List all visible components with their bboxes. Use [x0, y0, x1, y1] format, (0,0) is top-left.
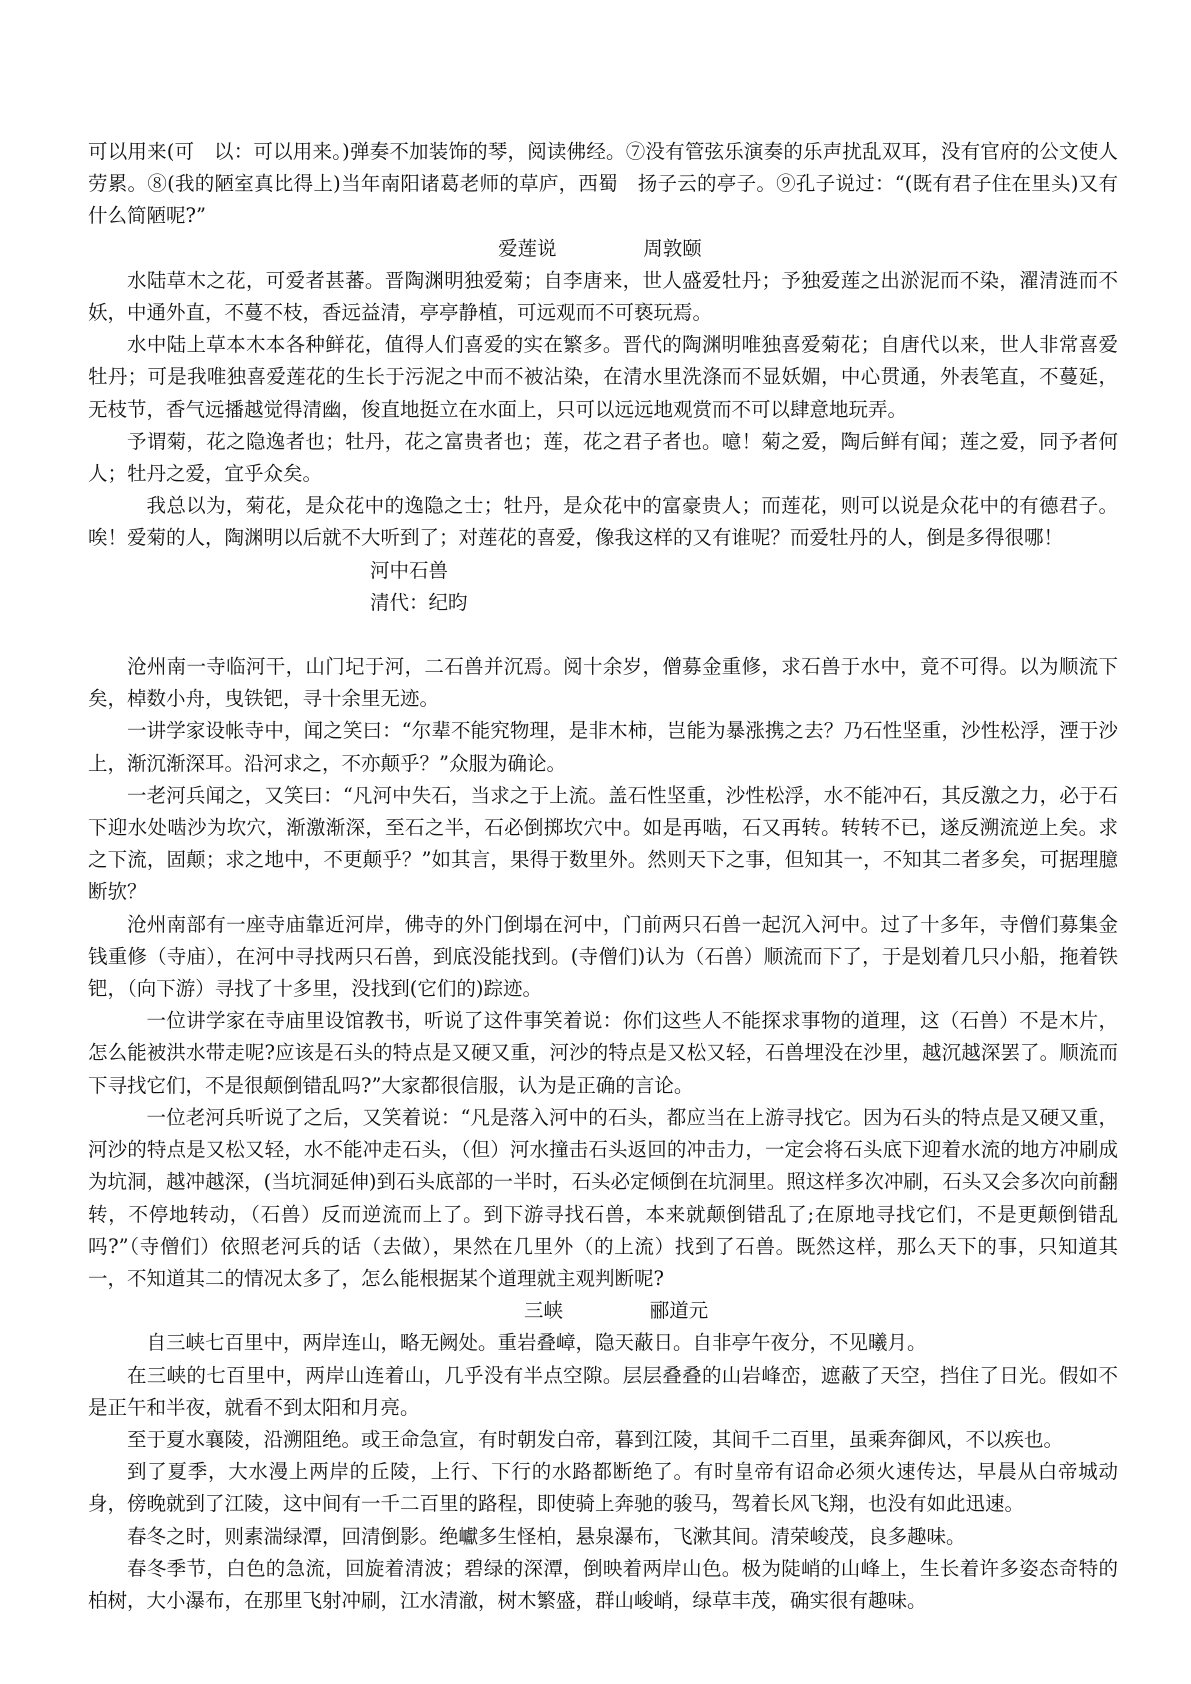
ailian-paragraph-1: 水陆草木之花，可爱者甚蕃。晋陶渊明独爱菊；自李唐来，世人盛爱牡丹；予独爱莲之出淤泥而不染，濯清涟而不妖，中通外直，不蔓不枝，香远益清，亭亭静植，可远观而不可亵玩焉。	[88, 268, 1118, 325]
hezhong-paragraph-3: 一老河兵闻之，又笑曰：“凡河中失石，当求之于上流。盖石性坚重，沙性松浮，水不能冲石，其反激之力，必于石下迎水处啮沙为坎穴，渐激渐深，至石之半，石必倒掷坎穴中。如是再啮，石又再转。转转不已，遂反溯流逆上矣。求之下流，固颠；求之地中，不更颠乎？”如其言，果得于数里外。然则天下之事，但知其一，不知其二者多矣，可据理臆断欤？	[88, 783, 1118, 904]
hezhong-paragraph-5: 一位讲学家在寺庙里设馆教书，听说了这件事笑着说：你们这些人不能探求事物的道理，这（石兽）不是木片，怎么能被洪水带走呢?应该是石头的特点是又硬又重，河沙的特点是又松又轻，石兽埋没在沙里，越沉越深罢了。顺流而下寻找它们，不是很颠倒错乱吗?”大家都很信服，认为是正确的言论。	[88, 1009, 1118, 1097]
intro-paragraph: 可以用来(可 以：可以用来。)弹奏不加装饰的琴，阅读佛经。⑦没有管弦乐演奏的乐声扰乱双耳，没有官府的公文使人劳累。⑧(我的陋室真比得上)当年南阳诸葛老师的草庐，西蜀 扬子云的亭子。⑨孔子说过：“(既有君子住在里头)又有什么简陋呢?”	[88, 140, 1118, 228]
sanxia-heading	[88, 1295, 1118, 1327]
sanxia-author: 郦道元	[649, 1299, 709, 1323]
ailian-paragraph-3: 予谓菊，花之隐逸者也；牡丹，花之富贵者也；莲，花之君子者也。噫！菊之爱，陶后鲜有闻；莲之爱，同予者何人；牡丹之爱，宜乎众矣。	[88, 429, 1118, 486]
sanxia-paragraph-6: 春冬季节，白色的急流，回旋着清波；碧绿的深潭，倒映着两岸山色。极为陡峭的山峰上，生长着许多姿态奇特的柏树，大小瀑布，在那里飞射冲刷，江水清澈，树木繁盛，群山峻峭，绿草丰茂，确实很有趣味。	[88, 1556, 1118, 1612]
sanxia-paragraph-1: 自三峡七百里中，两岸连山，略无阙处。重岩叠嶂，隐天蔽日。自非亭午夜分，不见曦月。	[146, 1331, 927, 1355]
document-page	[88, 136, 1118, 1617]
hezhong-paragraph-4: 沧州南部有一座寺庙靠近河岸，佛寺的外门倒塌在河中，门前两只石兽一起沉入河中。过了十多年，寺僧们募集金钱重修（寺庙），在河中寻找两只石兽，到底没能找到。(寺僧们)认为（石兽）顺流而下了，于是划着几只小船，拖着铁钯，（向下游）寻找了十多里，没找到(它们的)踪迹。	[88, 912, 1118, 1001]
spacer	[88, 619, 1118, 651]
hezhong-author: 清代：纪昀	[370, 590, 468, 614]
sanxia-paragraph-2: 在三峡的七百里中，两岸山连着山，几乎没有半点空隙。层层叠叠的山岩峰峦，遮蔽了天空，挡住了日光。假如不是正午和半夜，就看不到太阳和月亮。	[88, 1363, 1118, 1419]
ailian-heading	[88, 233, 1118, 265]
ailian-paragraph-4: 我总以为，菊花，是众花中的逸隐之士；牡丹，是众花中的富豪贵人；而莲花，则可以说是众花中的有德君子。唉！爱菊的人，陶渊明以后就不大听到了；对莲花的喜爱，像我这样的又有谁呢？而爱牡丹的人，倒是多得很哪！	[88, 494, 1118, 550]
hezhong-paragraph-6: 一位老河兵听说了之后，又笑着说：“凡是落入河中的石头，都应当在上游寻找它。因为石头的特点是又硬又重，河沙的特点是又松又轻，水不能冲走石头，（但）河水撞击石头返回的冲击力，一定会将石头底下迎着水流的地方冲刷成为坑洞，越冲越深，(当坑洞延伸)到石头底部的一半时，石头必定倾倒在坑洞里。照这样多次冲刷，石头又会多次向前翻转，不停地转动，（石兽）反而逆流而上了。到下游寻找石兽，本来就颠倒错乱了;在原地寻找它们，不是更颠倒错乱吗?”（寺僧们）依照老河兵的话（去做），果然在几里外（的上流）找到了石兽。既然这样，那么天下的事，只知道其一，不知道其二的情况太多了，怎么能根据某个道理就主观判断呢?	[88, 1105, 1118, 1290]
ailian-paragraph-2: 水中陆上草本木本各种鲜花，值得人们喜爱的实在繁多。晋代的陶渊明唯独喜爱菊花；自唐代以来，世人非常喜爱牡丹；可是我唯独喜爱莲花的生长于污泥之中而不被沾染，在清水里洗涤而不显妖媚，中心贯通，外表笔直，不蔓延，无枝节，香气远播越觉得清幽，俊直地挺立在水面上，只可以远远地观赏而不可以肆意地玩弄。	[88, 333, 1118, 421]
sanxia-paragraph-3: 至于夏水襄陵，沿溯阻绝。或王命急宣，有时朝发白帝，暮到江陵，其间千二百里，虽乘奔御风，不以疾也。	[127, 1427, 1064, 1451]
sanxia-paragraph-4: 到了夏季，大水漫上两岸的丘陵，上行、下行的水路都断绝了。有时皇帝有诏命必须火速传达，早晨从白帝城动身，傍晚就到了江陵，这中间有一千二百里的路程，即使骑上奔驰的骏马，驾着长风飞翔，也没有如此迅速。	[88, 1460, 1118, 1516]
hezhong-paragraph-2: 一讲学家设帐寺中，闻之笑曰：“尔辈不能究物理，是非木柿，岂能为暴涨携之去？乃石性坚重，沙性松浮，湮于沙上，渐沉渐深耳。沿河求之，不亦颠乎？”众服为确论。	[88, 719, 1118, 775]
sanxia-title: 三峡	[524, 1299, 564, 1323]
ailian-author: 周敦颐	[643, 236, 702, 260]
ailian-title: 爱莲说	[498, 236, 557, 260]
hezhong-paragraph-1: 沧州南一寺临河干，山门圮于河，二石兽并沉焉。阅十余岁，僧募金重修，求石兽于水中，竟不可得。以为顺流下矣，棹数小舟，曳铁钯，寻十余里无迹。	[88, 655, 1118, 711]
sanxia-paragraph-5: 春冬之时，则素湍绿潭，回清倒影。绝巘多生怪柏，悬泉瀑布，飞漱其间。清荣峻茂，良多趣味。	[127, 1524, 966, 1548]
hezhong-title: 河中石兽	[370, 558, 449, 582]
